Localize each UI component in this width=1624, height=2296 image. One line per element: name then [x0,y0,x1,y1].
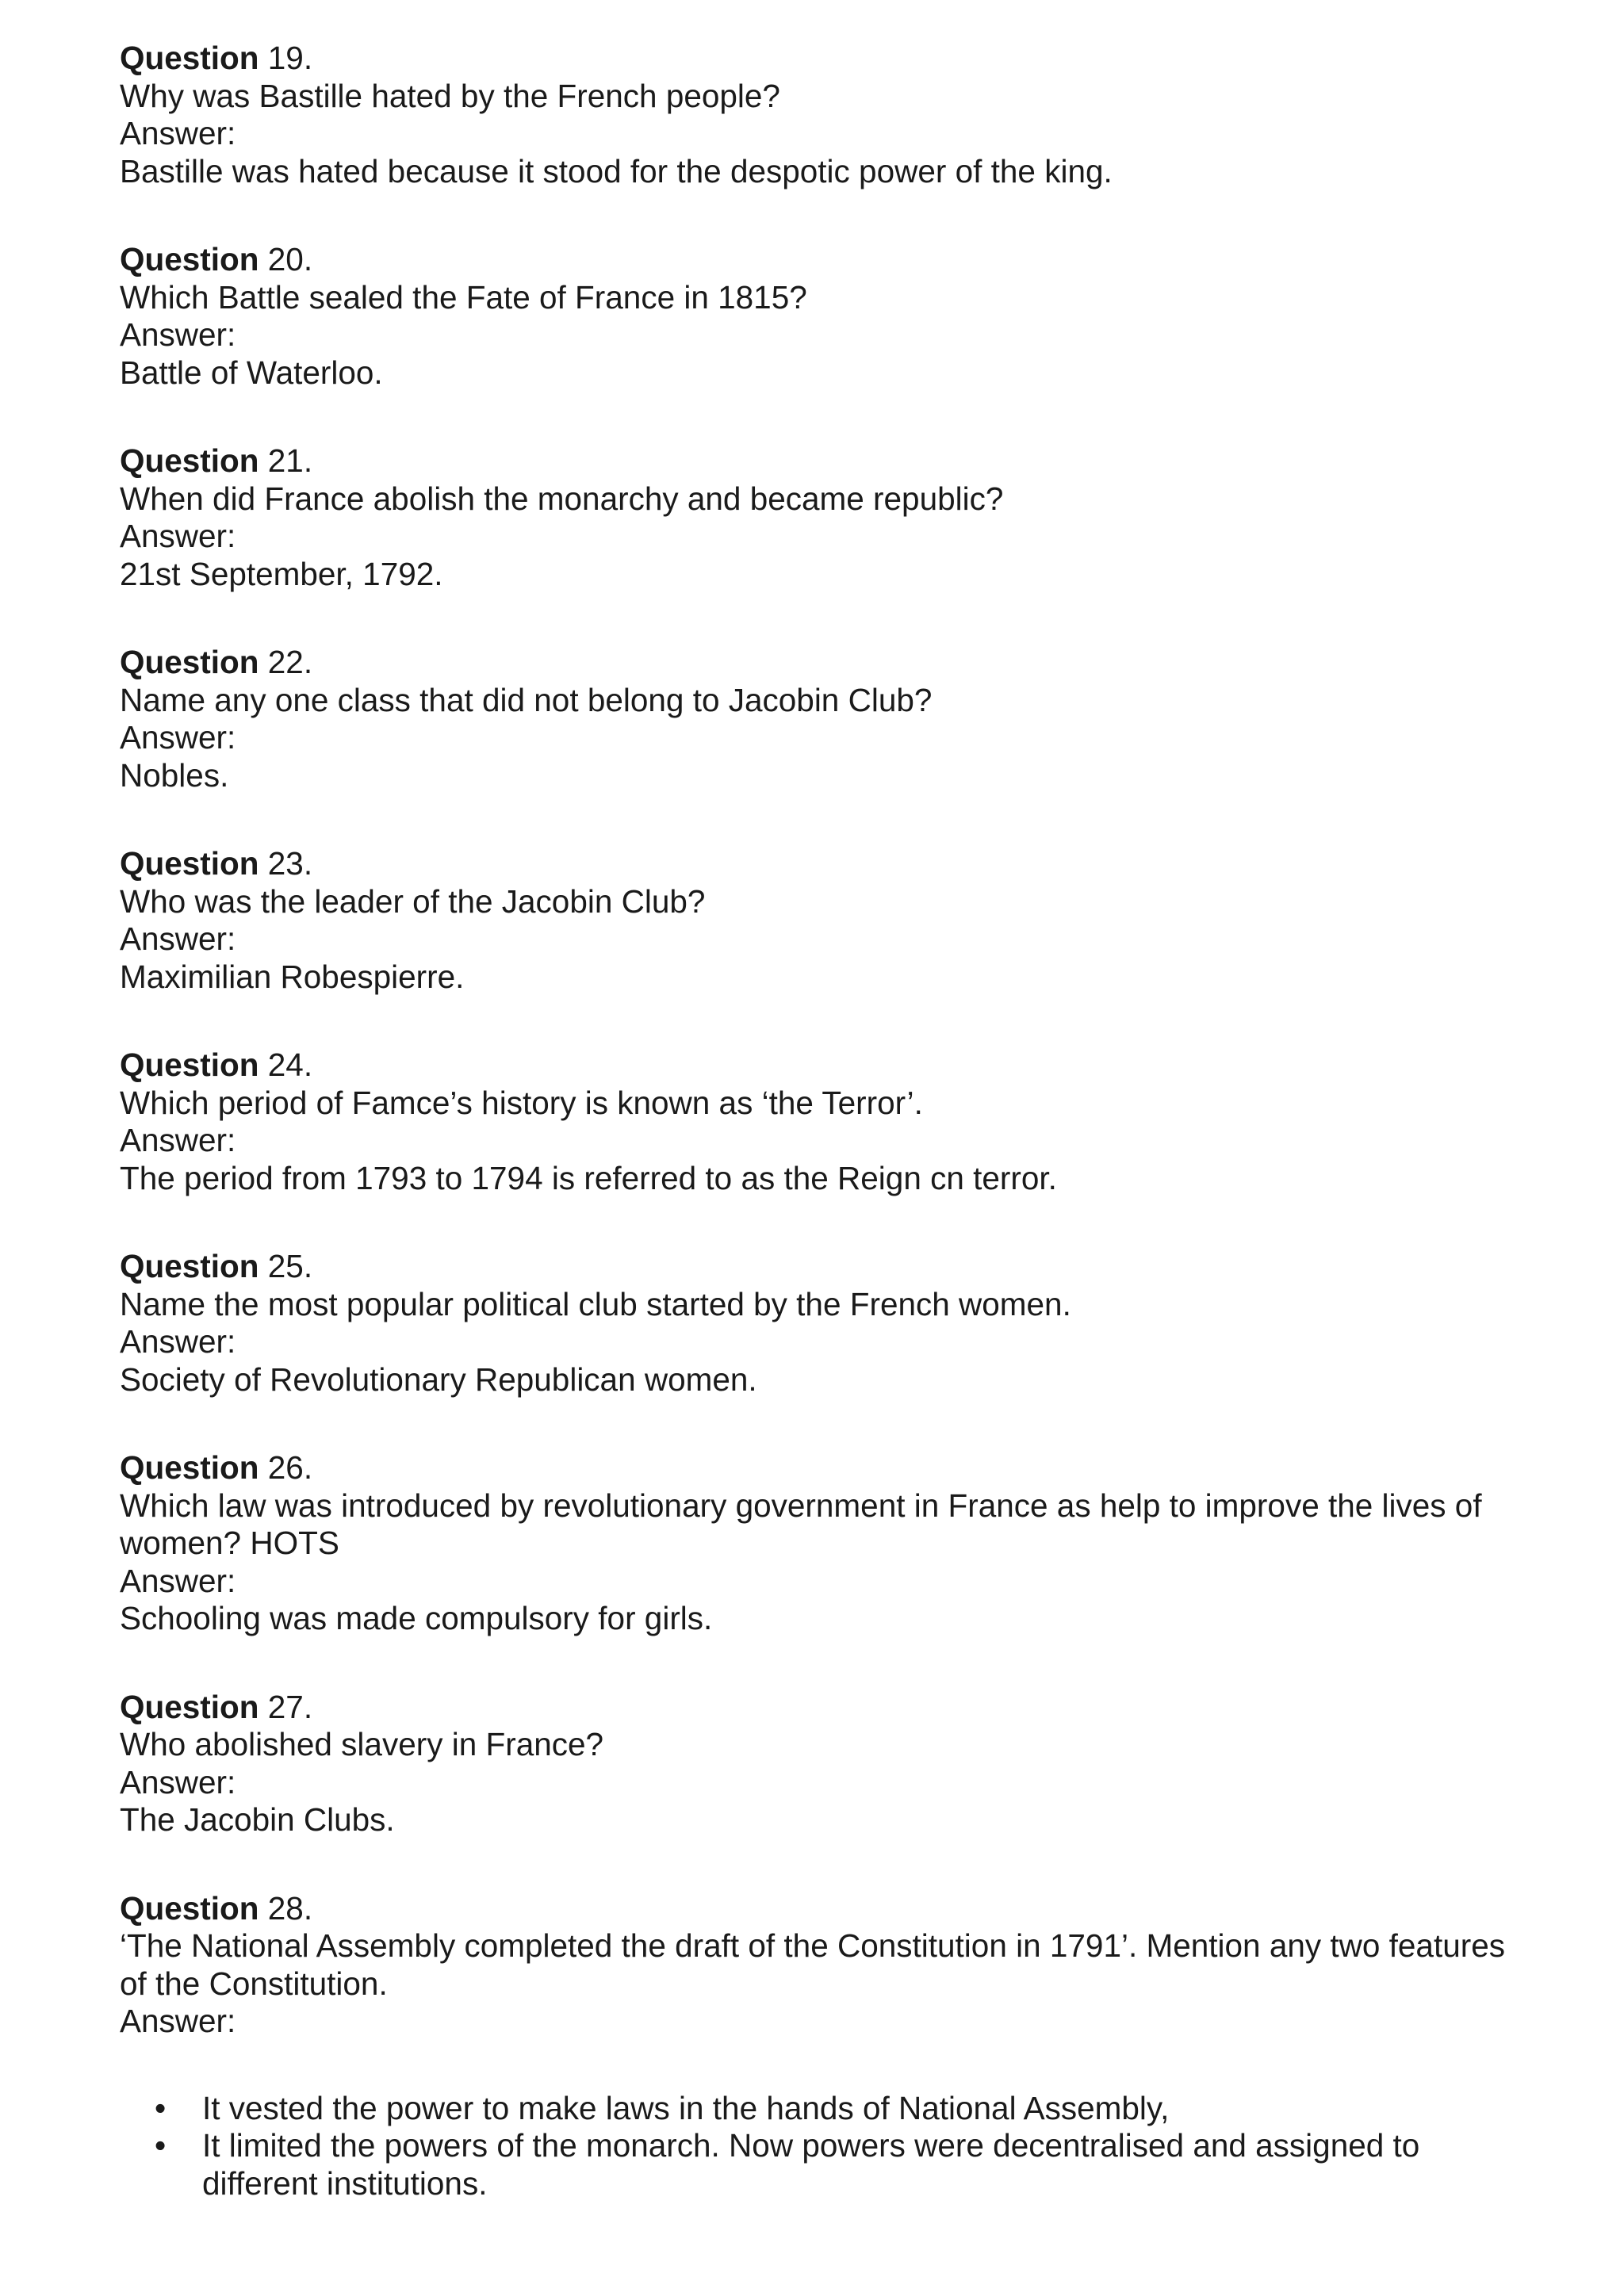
question-number: 26. [259,1449,313,1486]
question-text: Who was the leader of the Jacobin Club? [120,882,706,920]
question-label: Question [120,241,259,277]
question-number: 27. [259,1688,313,1725]
question-heading [120,1449,1515,1487]
bullet-icon: • [155,2089,167,2126]
list-item [120,2090,1515,2128]
answer-label: Answer: [120,1323,236,1360]
question-number: 20. [259,241,313,277]
answer-label: Answer: [120,1122,236,1158]
answer-label: Answer: [120,1562,236,1599]
qa-block-24 [120,1047,1515,1197]
qa-block-26 [120,1449,1515,1638]
bullet-icon: • [155,2127,167,2164]
question-heading [120,644,1515,682]
answer-label: Answer: [120,719,236,756]
bullet-text: It limited the powers of the monarch. Now powers were decentralised and assigned to different institutions. [202,2127,1420,2202]
question-heading [120,40,1515,78]
qa-block-19 [120,40,1515,190]
question-number: 28. [259,1889,313,1927]
question-label: Question [120,1688,259,1725]
question-number: 19. [259,40,313,76]
qa-block-20 [120,241,1515,392]
answer-text: Society of Revolutionary Republican women. [120,1360,757,1398]
question-text: Which period of Famce’s history is known as ‘the Terror’. [120,1084,923,1121]
question-label: Question [120,1047,259,1083]
answer-text: The period from 1793 to 1794 is referred to as the Reign cn terror. [120,1159,1057,1196]
question-label: Question [120,40,259,76]
qa-block-23 [120,845,1515,996]
question-text: Name any one class that did not belong to Jacobin Club? [120,681,933,718]
question-heading [120,845,1515,883]
question-heading [120,442,1515,480]
question-label: Question [120,845,259,882]
question-number: 23. [259,845,313,882]
question-label: Question [120,1449,259,1486]
answer-label: Answer: [120,2003,236,2039]
answer-text: Schooling was made compulsory for girls. [120,1600,713,1636]
answer-text: The Jacobin Clubs. [120,1801,395,1838]
qa-block-25 [120,1248,1515,1399]
question-number: 25. [259,1248,313,1284]
answer-label: Answer: [120,115,236,151]
question-heading [120,1047,1515,1085]
qa-block-22 [120,644,1515,794]
qa-block-28 [120,1890,1515,2203]
answer-text: Bastille was hated because it stood for the despotic power of the king. [120,152,1113,189]
question-number: 24. [259,1047,313,1083]
answer-label: Answer: [120,316,236,353]
answer-text: Nobles. [120,756,229,794]
bullet-text: It vested the power to make laws in the hands of National Assembly, [202,2089,1170,2126]
question-label: Question [120,644,259,680]
question-label: Question [120,1248,259,1284]
question-label: Question [120,442,259,479]
answer-label: Answer: [120,1763,236,1800]
question-number: 21. [259,442,313,479]
answer-text: 21st September, 1792. [120,555,443,592]
answer-text: Battle of Waterloo. [120,354,383,391]
answer-text: Maximilian Robespierre. [120,958,465,995]
document-page [120,40,1515,2253]
answer-bullet-list [120,2090,1515,2203]
question-heading [120,1248,1515,1286]
question-text: Name the most popular political club started by the French women. [120,1285,1071,1322]
qa-block-21 [120,442,1515,593]
question-text: Which Battle sealed the Fate of France in 1815? [120,278,807,316]
qa-block-27 [120,1689,1515,1839]
question-text: Which law was introduced by revolutionary government in France as help to improve the lives of women? HOTS [120,1487,1482,1561]
question-heading [120,1689,1515,1727]
question-heading [120,1890,1515,1928]
list-item [120,2127,1515,2202]
question-heading [120,241,1515,279]
question-text: ‘The National Assembly completed the draft of the Constitution in 1791’. Mention any two features of the Constitution. [120,1927,1505,2002]
question-text: When did France abolish the monarchy and became republic? [120,480,1004,517]
answer-label: Answer: [120,920,236,957]
question-text: Why was Bastille hated by the French people? [120,77,780,114]
question-text: Who abolished slavery in France? [120,1726,604,1762]
question-number: 22. [259,644,313,680]
question-label: Question [120,1889,259,1927]
answer-label: Answer: [120,518,236,554]
